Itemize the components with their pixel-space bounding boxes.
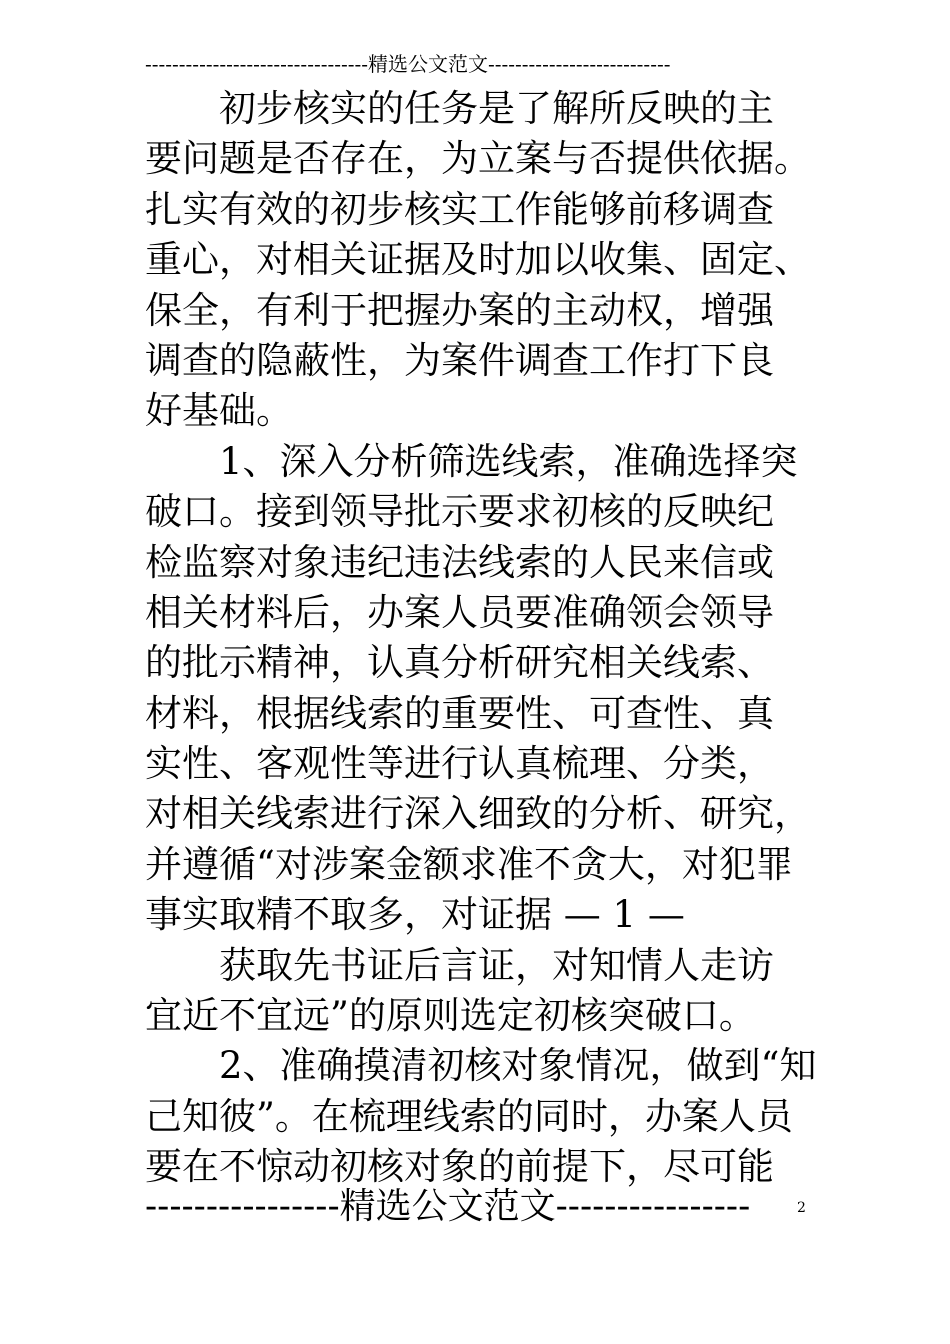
- body-line: 获取先书证后言证，对知情人走访: [145, 943, 774, 987]
- body-line: 调查的隐蔽性，为案件调查工作打下良: [145, 338, 774, 382]
- body-line: 破口。接到领导批示要求初核的反映纪: [145, 490, 774, 534]
- body-line: 材料，根据线索的重要性、可查性、真: [145, 691, 774, 735]
- body-line: 对相关线索进行深入细致的分析、研究，: [145, 792, 811, 836]
- body-line: 2、准确摸清初核对象情况，做到“知: [145, 1044, 817, 1088]
- page-number: 2: [797, 1200, 806, 1216]
- page-header: ---------------------------------精选公文范文---------------------------: [145, 52, 671, 76]
- document-body: [145, 84, 825, 1193]
- body-line: 己知彼”。在梳理线索的同时，办案人员: [145, 1094, 793, 1138]
- body-line: 要在不惊动初核对象的前提下，尽可能: [145, 1145, 774, 1189]
- body-line: 实性、客观性等进行认真梳理、分类，: [145, 742, 774, 786]
- body-line: 事实取精不取多，对证据 — 1 —: [145, 893, 685, 937]
- body-line: 检监察对象违纪违法线索的人民来信或: [145, 540, 774, 584]
- body-line: 宜近不宜远”的原则选定初核突破口。: [145, 994, 756, 1038]
- body-line: 相关材料后，办案人员要准确领会领导: [145, 590, 774, 634]
- page-footer: ----------------精选公文范文----------------: [145, 1186, 751, 1227]
- body-line: 初步核实的任务是了解所反映的主: [145, 87, 774, 130]
- body-line: 重心，对相关证据及时加以收集、固定、: [145, 238, 811, 282]
- body-line: 要问题是否存在，为立案与否提供依据。: [145, 137, 811, 181]
- body-line: 的批示精神，认真分析研究相关线索、: [145, 641, 774, 685]
- body-line: 并遵循“对涉案金额求准不贪大，对犯罪: [145, 842, 793, 886]
- body-line: 1、深入分析筛选线索，准确选择突: [145, 439, 798, 483]
- body-line: 保全，有利于把握办案的主动权，增强: [145, 288, 774, 332]
- body-line: 好基础。: [145, 389, 293, 433]
- body-line: 扎实有效的初步核实工作能够前移调查: [145, 187, 774, 231]
